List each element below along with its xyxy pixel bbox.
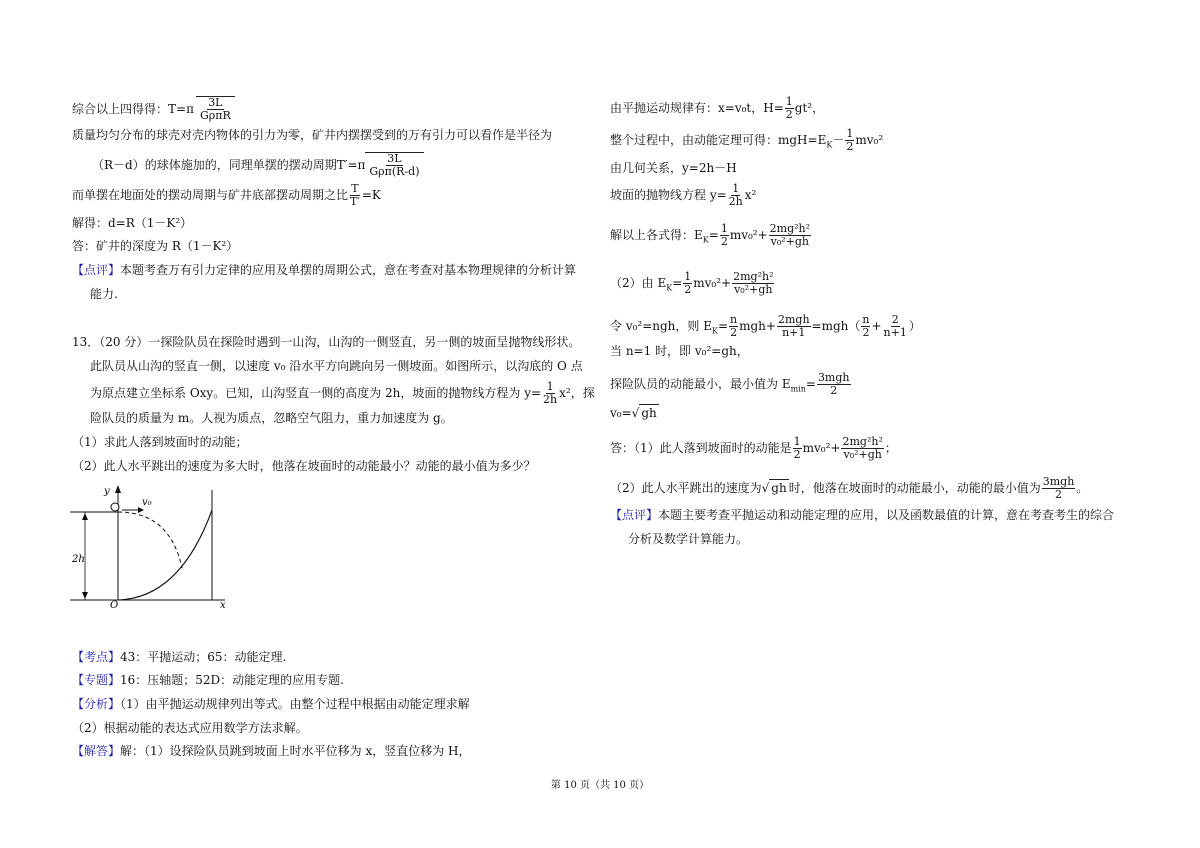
r-line-7: 令 v₀²=ngh，则 $E_K=$ $\frac{n}{2}$ mgh+ $\frac{\text{2mgh}}{n+1}$ =mgh（ $\frac{n}{2}$ + $\frac{2}{n+1}$ ） bbox=[610, 313, 921, 339]
line-comment-2: 能力. bbox=[90, 287, 118, 301]
r-line-6: （2）由 $E_K=$ $\frac{1}{2}$ mv₀²+ $\frac{\text{2mg²h²}}{\text{v₀²+gh}}$ bbox=[610, 270, 774, 296]
line-ratio: 而单摆在地面处的摆动周期与矿井底部摆动周期之比 $\frac{T}{T'}$ =K bbox=[72, 182, 381, 208]
trajectory bbox=[118, 512, 182, 568]
label-2h: 2h bbox=[72, 554, 85, 565]
line-combine: 综合以上四得得：T=π $\frac{3L}{\text{GρπR}}$ bbox=[72, 96, 235, 122]
label-y: y bbox=[104, 486, 110, 497]
line-comment: 【点评】本题考查万有引力定律的应用及单摆的周期公式，意在考查对基本物理规律的分析计算 bbox=[72, 263, 577, 277]
r-line-11: 答：（1）此人落到坡面时的动能是 $\frac{1}{2}$ mv₀²+ $\frac{\text{2mg²h²}}{\text{v₀²+gh}}$ ； bbox=[610, 435, 897, 461]
fenxi-line-2: （2）根据动能的表达式应用数学方法求解。 bbox=[72, 721, 308, 735]
jieda-line: 【解答】解：（1）设探险队员跳到坡面上时水平位移为 x，竖直位移为 H， bbox=[72, 744, 471, 758]
y-axis-arrow bbox=[115, 485, 121, 493]
q13-line-3: 为原点建立坐标系 Oxy。已知，山沟竖直一侧的高度为 2h，坡面的抛物线方程为 y= $\frac{1}{2h}$ x²，探 bbox=[90, 380, 595, 406]
dim-arrow-top bbox=[82, 513, 88, 520]
r-comment: 【点评】本题主要考查平抛运动和动能定理的应用，以及函数最值的计算，意在考查考生的综合 bbox=[610, 508, 1115, 522]
zhuanti-line: 【专题】16：压轴题；52D：动能定理的应用专题. bbox=[72, 673, 344, 687]
line-answer: 答：矿井的深度为 R（1－K²） bbox=[72, 239, 239, 253]
r-line-4: 坡面的抛物线方程 y= $\frac{1}{2h}$ x² bbox=[610, 182, 757, 208]
r-line-1: 由平抛运动规律有：x=v₀t，H= $\frac{1}{2}$ gt²， bbox=[610, 95, 825, 121]
jumper bbox=[111, 503, 119, 511]
r-line-9: 探险队员的动能最小，最小值为 $E_{min}=$ $\frac{\text{3mgh}}{2}$ bbox=[610, 371, 850, 397]
dim-arrow-bottom bbox=[82, 592, 88, 599]
fenxi-line: 【分析】（1）由平抛运动规律列出等式。由整个过程中根据由动能定理求解 bbox=[72, 697, 470, 711]
r-line-2: 整个过程中，由动能定理可得：$mgH=E_K-$ $\frac{1}{2}$ mv₀² bbox=[610, 127, 884, 153]
line-shell: 质量均匀分布的球壳对壳内物体的引力为零，矿井内摆摆受到的万有引力可以看作是半径为 bbox=[72, 128, 553, 142]
r-line-5: 解以上各式得：$E_K=$ $\frac{1}{2}$ mv₀²+ $\frac{\text{2mg²h²}}{\text{v₀²+gh}}$ bbox=[610, 222, 811, 248]
page-footer: 第 10 页（共 10 页） bbox=[550, 780, 650, 791]
r-comment-2: 分析及数学计算能力。 bbox=[628, 532, 749, 546]
ravine-figure bbox=[70, 480, 240, 610]
r-line-10: v₀=√ gh bbox=[610, 406, 657, 420]
label-v0: v₀ bbox=[142, 497, 152, 508]
q13-line-5: （1）求此人落到坡面时的动能； bbox=[72, 435, 248, 449]
q13-line-2: 此队员从山沟的竖直一侧，以速度 v₀ 沿水平方向跳向另一侧坡面。如图所示，以沟底的 O 点 bbox=[90, 359, 583, 373]
label-x: x bbox=[220, 600, 226, 610]
r-line-12: （2）此人水平跳出的速度为√ gh 时，他落在坡面时的动能最小，动能的最小值为 $\frac{\text{3mgh}}{2}$ 。 bbox=[610, 475, 1089, 501]
q13-line-4: 险队员的质量为 m。人视为质点，忽略空气阻力，重力加速度为 g。 bbox=[90, 411, 453, 425]
r-line-3: 由几何关系，y=2h－H bbox=[610, 161, 737, 175]
q13-line-1: 13．（20 分）一探险队员在探险时遇到一山沟，山沟的一侧竖直，另一侧的坡面呈抛物线形状。 bbox=[72, 335, 581, 349]
r-line-8: 当 n=1 时，即 v₀²=gh， bbox=[610, 344, 749, 358]
line-radius: （R－d）的球体施加的，同理单摆的摆动周期T′=π $\frac{3L}{\text{Gρπ(R-d)}}$ bbox=[92, 152, 424, 178]
label-o: O bbox=[110, 600, 119, 610]
parabola-slope bbox=[118, 510, 212, 600]
kaodian-line: 【考点】43：平抛运动；65：动能定理. bbox=[72, 650, 287, 664]
line-solve: 解得：d=R（1－K²） bbox=[72, 216, 193, 230]
q13-line-6: （2）此人水平跳出的速度为多大时，他落在坡面时的动能最小？动能的最小值为多少？ bbox=[72, 459, 536, 473]
